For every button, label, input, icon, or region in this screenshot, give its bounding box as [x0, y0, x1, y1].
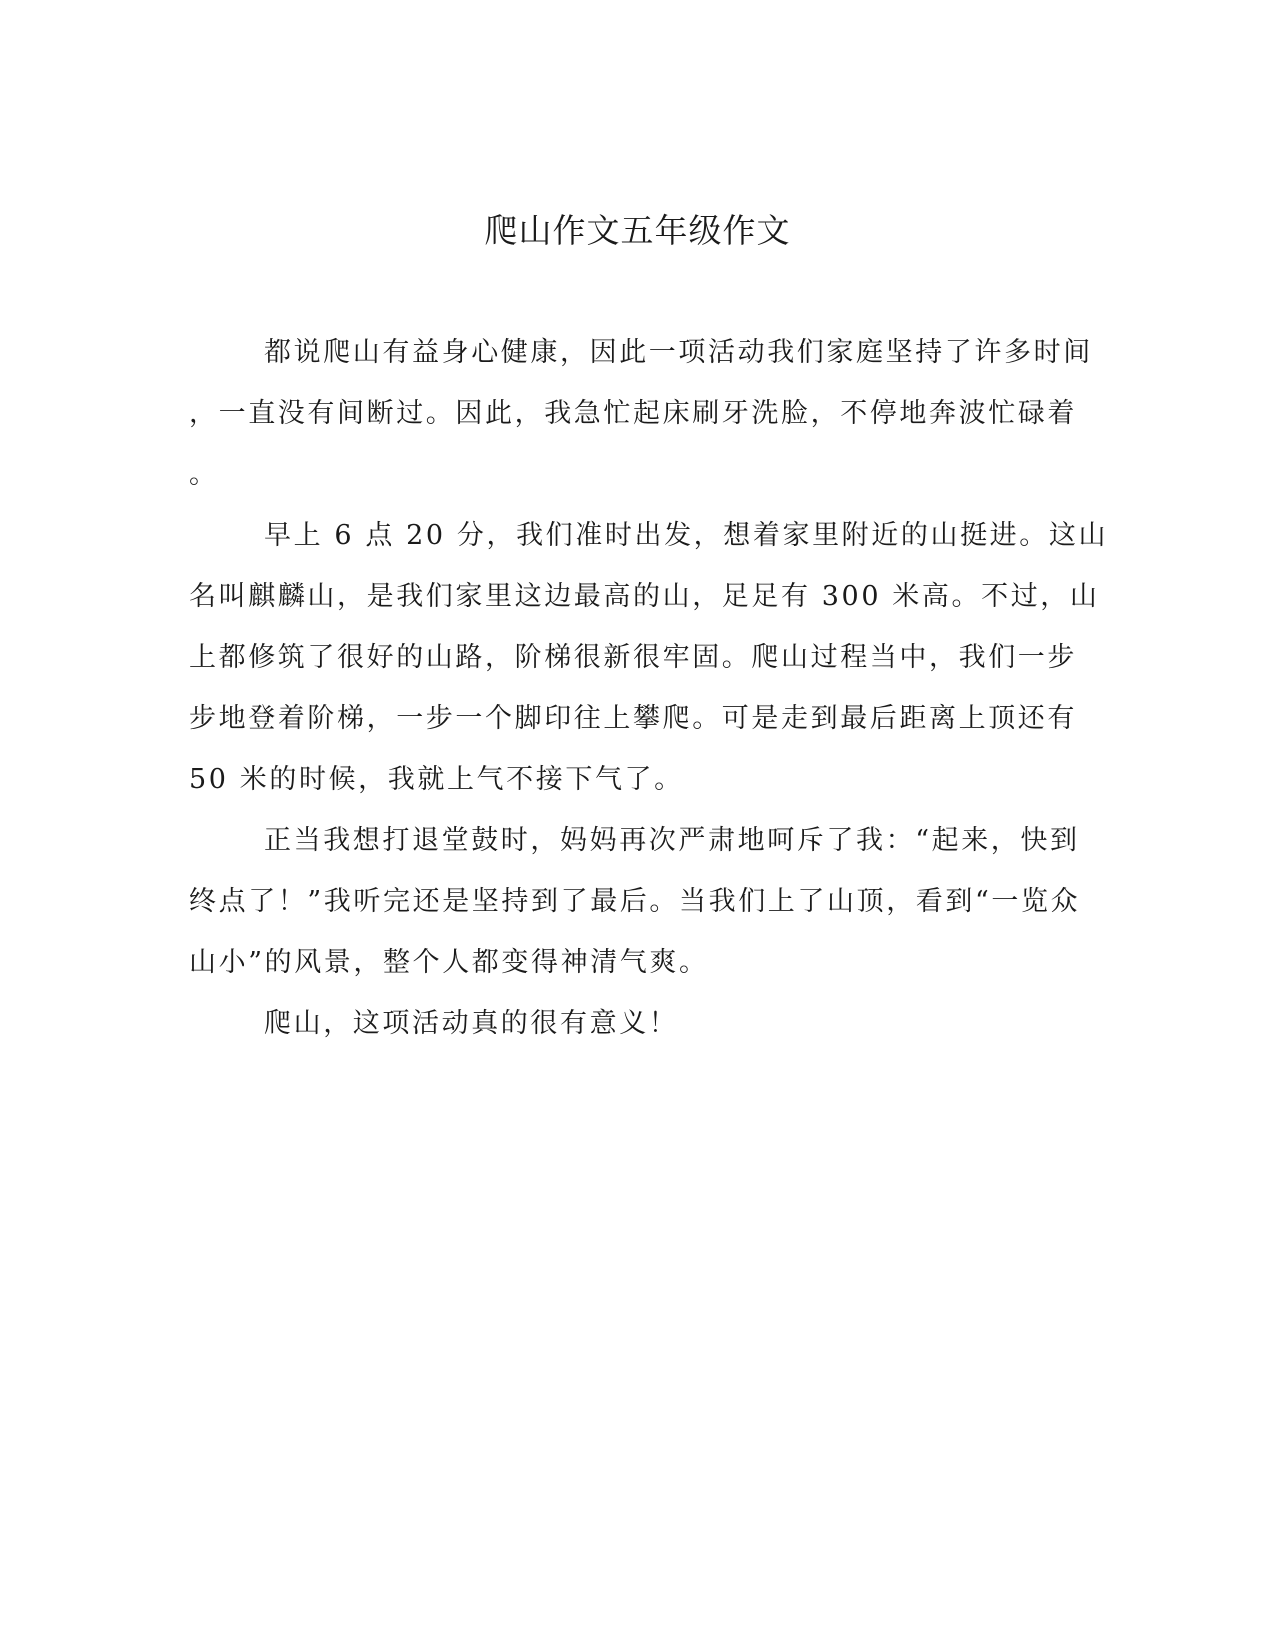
document-body [189, 322, 1109, 1054]
text-line: 50 米的时候，我就上气不接下气了。 [189, 764, 684, 795]
text-line: 。 [189, 459, 219, 490]
document-title: 爬山作文五年级作文 [484, 211, 791, 250]
text-line: 山小”的风景，整个人都变得神清气爽。 [189, 947, 709, 978]
text-line: 步地登着阶梯，一步一个脚印往上攀爬。可是走到最后距离上顶还有 [189, 703, 1077, 734]
text-line: 上都修筑了很好的山路，阶梯很新很牢固。爬山过程当中，我们一步 [189, 642, 1077, 673]
text-line: 爬山，这项活动真的很有意义！ [264, 1008, 679, 1039]
text-line: 终点了！”我听完还是坚持到了最后。当我们上了山顶，看到“一览众 [189, 886, 1081, 917]
text-line: 正当我想打退堂鼓时，妈妈再次严肃地呵斥了我：“起来，快到 [264, 825, 1080, 856]
text-line: 早上 6 点 20 分，我们准时出发，想着家里附近的山挺进。这山 [264, 520, 1109, 551]
text-line: 都说爬山有益身心健康，因此一项活动我们家庭坚持了许多时间 [264, 337, 1093, 368]
text-line: 名叫麒麟山，是我们家里这边最高的山，足足有 300 米高。不过，山 [189, 581, 1100, 612]
text-line: ，一直没有间断过。因此，我急忙起床刷牙洗脸，不停地奔波忙碌着 [189, 398, 1077, 429]
